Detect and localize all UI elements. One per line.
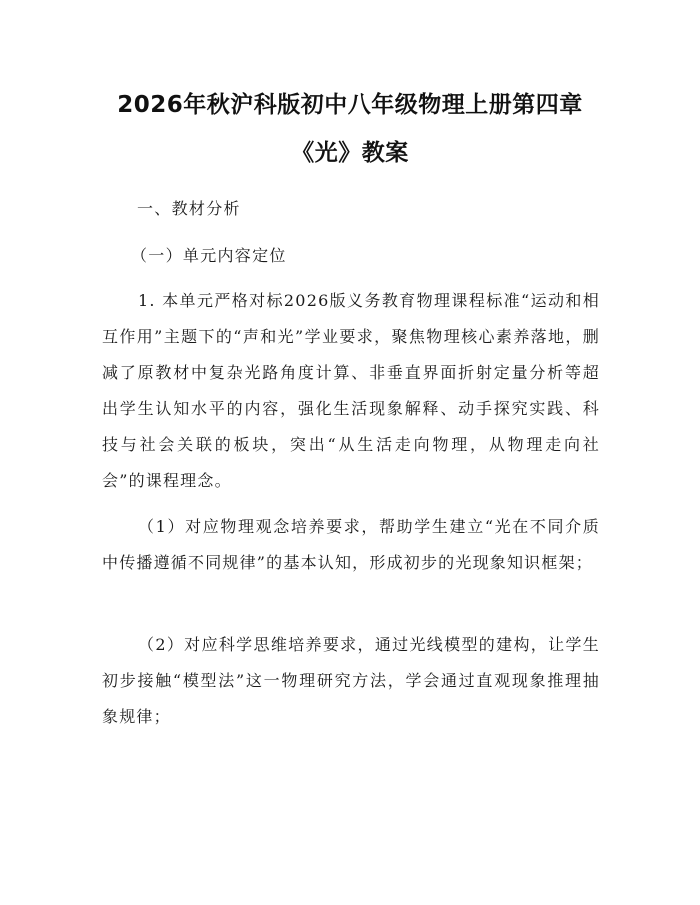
- section-heading: 一、教材分析: [137, 199, 241, 218]
- paragraph-2: （1）对应物理观念培养要求，帮助学生建立“光在不同介质中传播遵循不同规律”的基本认知，形成初步的光现象知识框架；: [102, 517, 600, 572]
- paragraph-1: 1. 本单元严格对标2026版义务教育物理课程标准“运动和相互作用”主题下的“声和光”学业要求，聚焦物理核心素养落地，删减了原教材中复杂光路角度计算、非垂直界面折射定量分析等超出学生认知水平的内容，强化生活现象解释、动手探究实践、科技与社会关联的板块，突出“从生活走向物理，从物理走向社会”的课程理念。: [102, 291, 600, 490]
- paragraph-3: （2）对应科学思维培养要求，通过光线模型的建构，让学生初步接触“模型法”这一物理研究方法，学会通过直观现象推理抽象规律；: [102, 635, 600, 726]
- subsection-heading: （一）单元内容定位: [131, 246, 287, 265]
- document-title-line1: 2026年秋沪科版初中八年级物理上册第四章: [117, 92, 583, 118]
- document-title-line2: 《光》教案: [291, 140, 409, 166]
